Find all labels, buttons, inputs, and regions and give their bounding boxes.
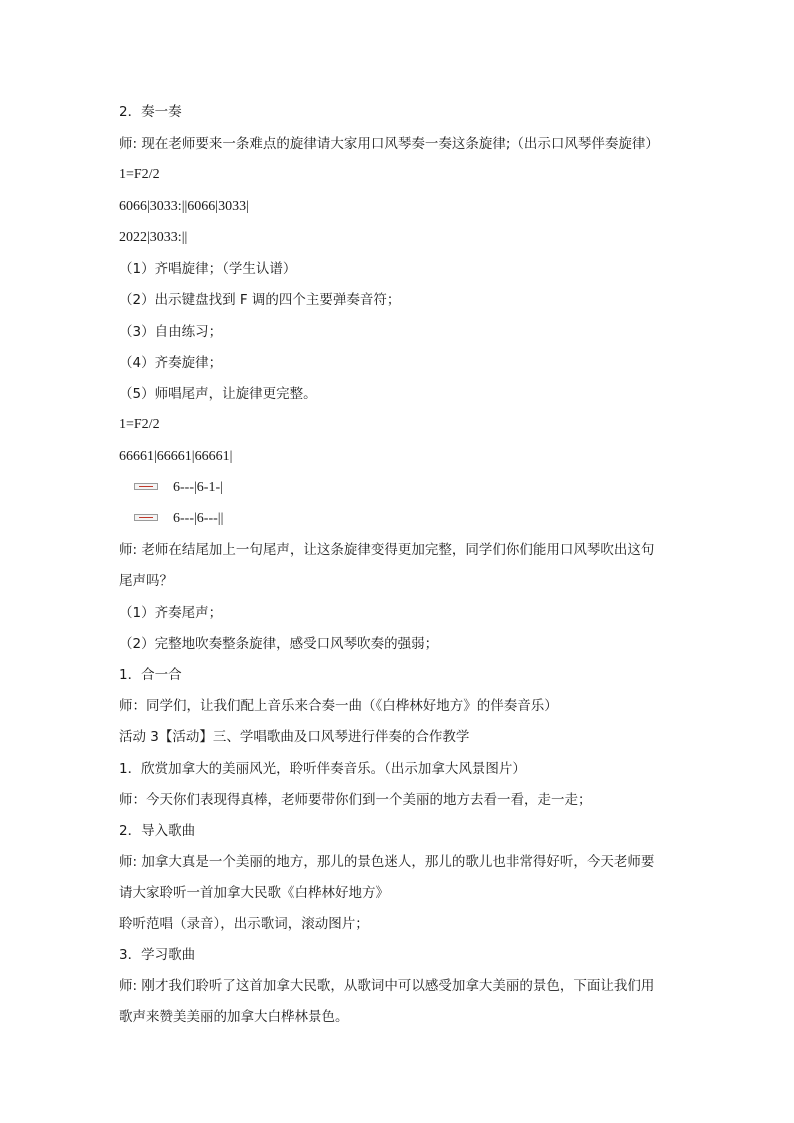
heading-together: 1．合一合 [119,667,182,683]
step-item: （5）师唱尾声，让旋律更完整。 [119,386,317,402]
melody-line: 6066|3033:||6066|3033| [119,199,249,214]
teacher-line: 师: 老师在结尾加上一句尾声，让这条旋律变得更加完整，同学们你们能用口风琴吹出这句 [119,542,655,558]
step-item: 1．欣赏加拿大的美丽风光，聆听伴奏音乐。（出示加拿大风景图片） [119,761,526,777]
teacher-line: 师: 刚才我们聆听了这首加拿大民歌，从歌词中可以感受加拿大美丽的景色，下面让我们用 [119,978,655,994]
teacher-line: 师：同学们，让我们配上音乐来合奏一曲（《白桦林好地方》的伴奏音乐） [119,698,558,714]
step-item: （2）完整地吹奏整条旋律，感受口风琴吹奏的强弱； [119,636,439,652]
melody-line: 6---|6-1-| [173,480,223,495]
teacher-line: 尾声吗？ [119,573,173,589]
heading-play: 2．奏一奏 [119,104,182,120]
keyboard-icon [134,483,158,490]
teacher-line: 师: 现在老师要来一条难点的旋律请大家用口风琴奏一奏这条旋律;（出示口风琴伴奏旋律） [119,136,659,152]
teacher-line: 歌声来赞美美丽的加拿大白桦林景色。 [119,1009,349,1025]
step-item: 聆听范唱（录音），出示歌词，滚动图片； [119,916,369,932]
heading-intro-song: 2．导入歌曲 [119,823,196,839]
key-signature: 1=F2/2 [119,417,160,432]
heading-learn-song: 3．学习歌曲 [119,947,196,963]
step-item: （1）齐奏尾声； [119,605,223,621]
step-item: （2）出示键盘找到 F 调的四个主要弹奏音符； [119,292,401,308]
melody-line: 6---|6---|| [173,511,224,526]
step-item: （4）齐奏旋律； [119,355,223,371]
step-item: （3）自由练习； [119,324,223,340]
step-item: （1）齐唱旋律；（学生认谱） [119,261,297,277]
key-signature: 1=F2/2 [119,167,160,182]
teacher-line: 师: 加拿大真是一个美丽的地方，那儿的景色迷人，那儿的歌儿也非常得好听，今天老师要 [119,854,655,870]
teacher-line: 请大家聆听一首加拿大民歌《白桦林好地方》 [119,885,389,901]
melody-line: 2022|3033:|| [119,230,188,245]
melody-line: 66661|66661|66661| [119,449,233,464]
keyboard-icon [134,514,158,521]
teacher-line: 师：今天你们表现得真棒，老师要带你们到一个美丽的地方去看一看，走一走； [119,792,592,808]
activity-heading: 活动 3【活动】三、学唱歌曲及口风琴进行伴奏的合作教学 [119,729,470,745]
